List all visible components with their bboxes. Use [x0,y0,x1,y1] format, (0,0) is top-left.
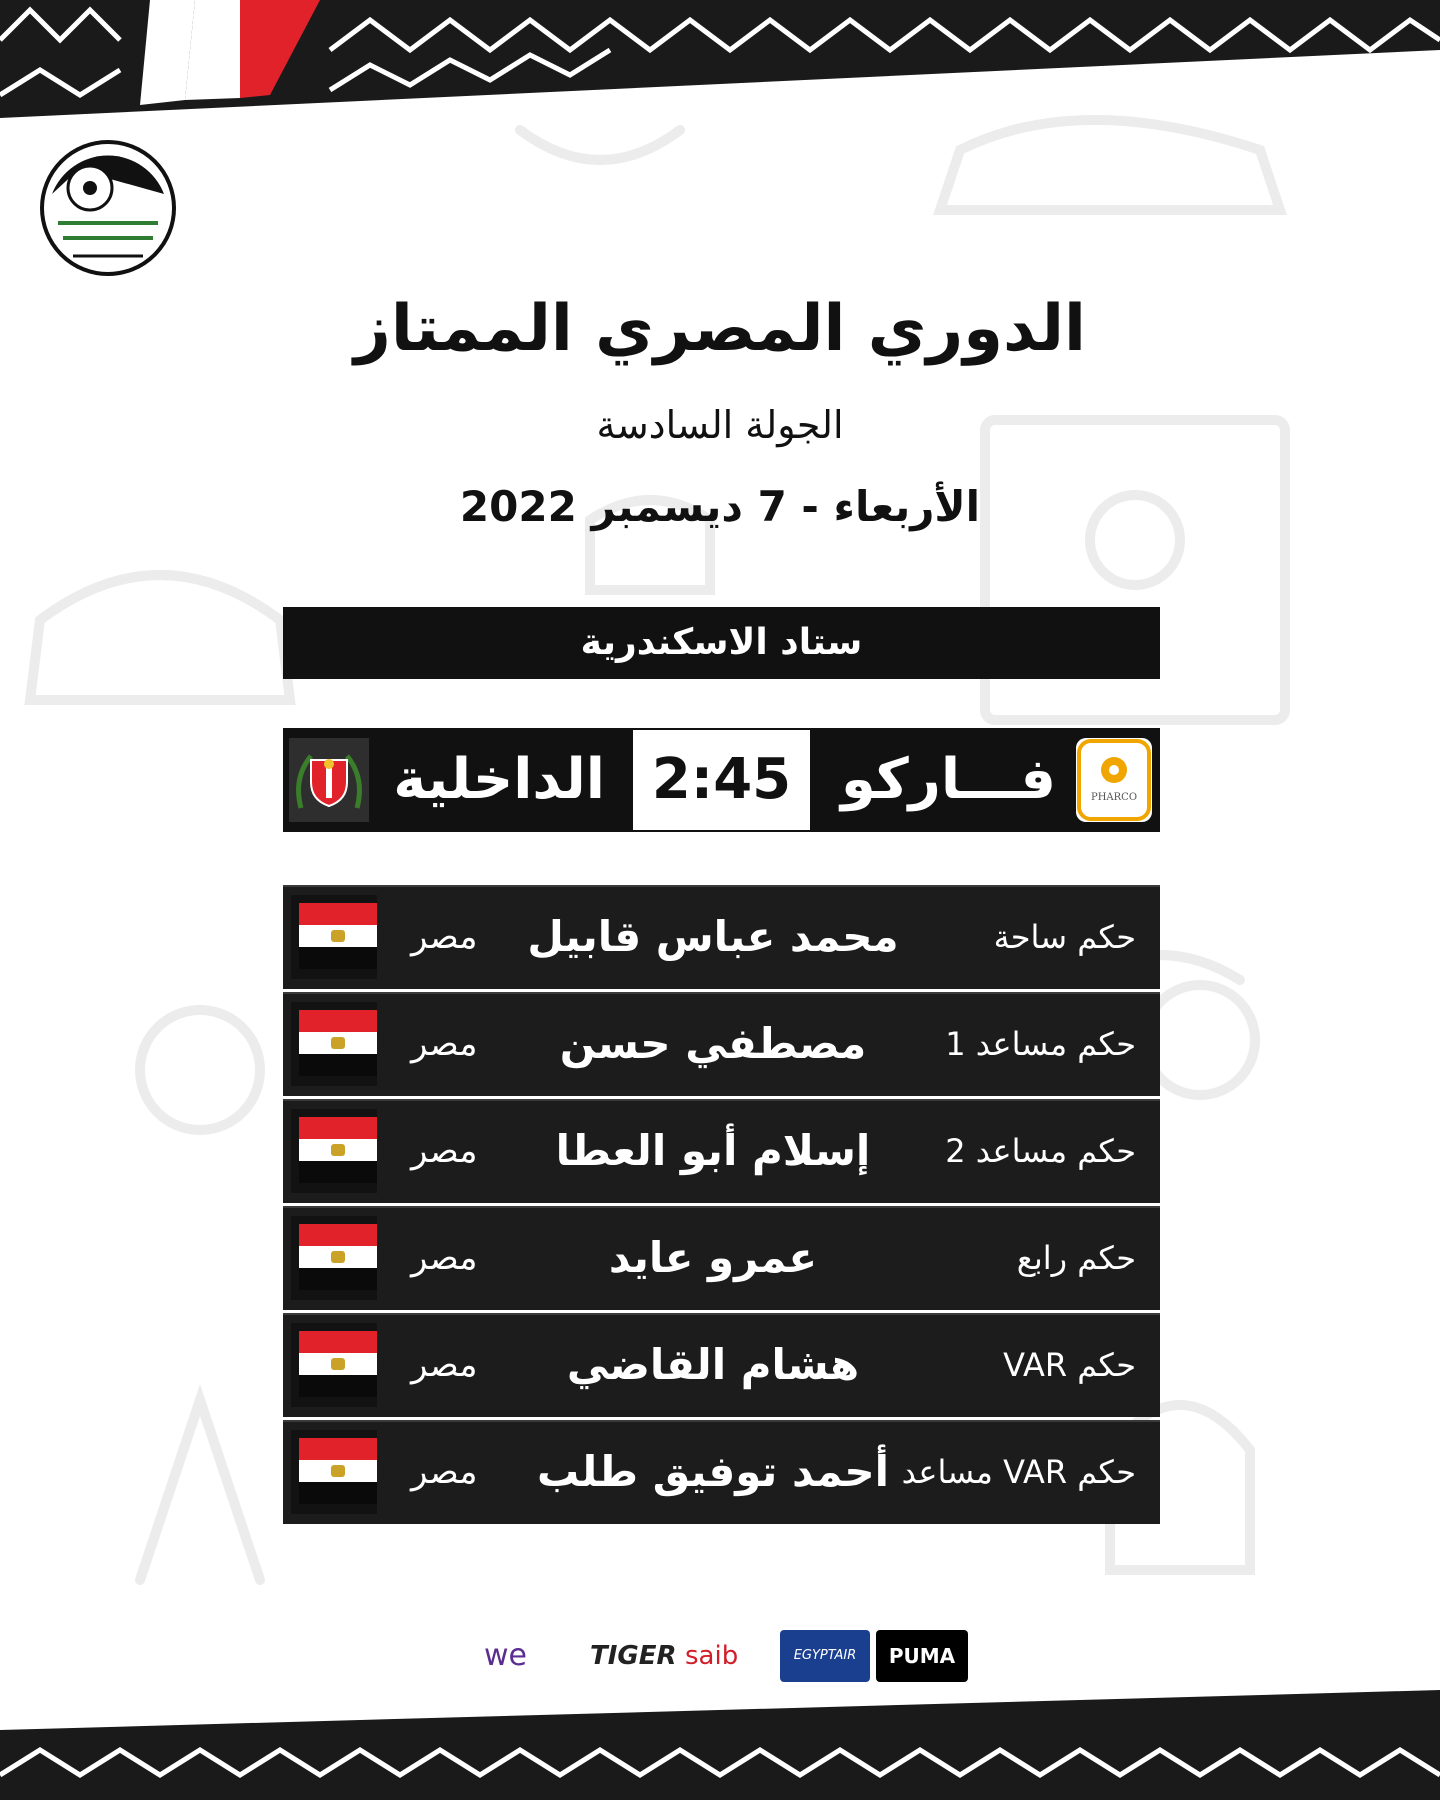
referee-country: مصر [411,1024,478,1064]
kickoff-time: 2:45 [633,728,810,832]
referee-country: مصر [411,1131,478,1171]
table-row [283,1420,1160,1524]
referee-country: مصر [411,1345,478,1385]
table-row [283,885,1160,989]
referee-name: مصطفي حسن [559,1019,867,1068]
sponsor-we-logo: we [484,1638,527,1673]
referee-role: حكم مساعد 2 [945,1132,1136,1170]
referee-role: حكم ساحة [993,918,1136,956]
referee-role: حكم VAR [1003,1346,1136,1384]
referee-name: هشام القاضي [566,1340,860,1389]
match-bar [283,728,1160,832]
sponsor-strip [480,1630,970,1682]
referee-role: حكم مساعد 1 [945,1025,1136,1063]
table-row [283,1313,1160,1417]
referee-country: مصر [411,1452,478,1492]
referee-name: إسلام أبو العطا [555,1126,871,1175]
away-team-name: الداخلية [393,747,605,812]
round-label: الجولة السادسة [596,403,844,447]
egypt-flag-icon [291,895,377,979]
egypt-flag-icon [291,1216,377,1300]
referee-role: حكم VAR مساعد [901,1453,1136,1491]
sponsor-saib-logo: saib [685,1641,739,1671]
referee-name: محمد عباس قابيل [527,912,899,961]
home-team-name: فـــاركو [840,747,1056,812]
match-date: الأربعاء - 7 ديسمبر 2022 [459,482,981,531]
pharco-fc-crest [1076,738,1152,822]
table-row [283,1206,1160,1310]
egypt-flag-icon [291,1002,377,1086]
sponsor-puma-logo: PUMA [876,1630,968,1682]
referees-table [283,885,1160,1527]
referee-country: مصر [411,1238,478,1278]
pharco-crest-text: PHARCO [1090,792,1138,803]
egypt-flag-icon [291,1430,377,1514]
league-title: الدوري المصري الممتاز [354,292,1086,366]
sponsor-egyptair-logo: EGYPTAIR [780,1630,870,1682]
sponsor-tiger-logo: TIGER [590,1641,677,1671]
referee-name: عمرو عايد [608,1233,818,1282]
egypt-flag-icon [291,1323,377,1407]
table-row [283,1099,1160,1203]
egyptian-fa-logo [38,138,178,278]
table-row [283,992,1160,1096]
away-team-block [283,728,633,832]
venue-bar: ستاد الاسكندرية [283,607,1160,679]
el-dakhleya-crest [289,738,369,822]
referee-name: أحمد توفيق طلب [536,1447,890,1496]
egypt-flag-icon [291,1109,377,1193]
referee-role: حكم رابع [1016,1239,1136,1277]
referee-country: مصر [411,917,478,957]
home-team-block [810,728,1160,832]
